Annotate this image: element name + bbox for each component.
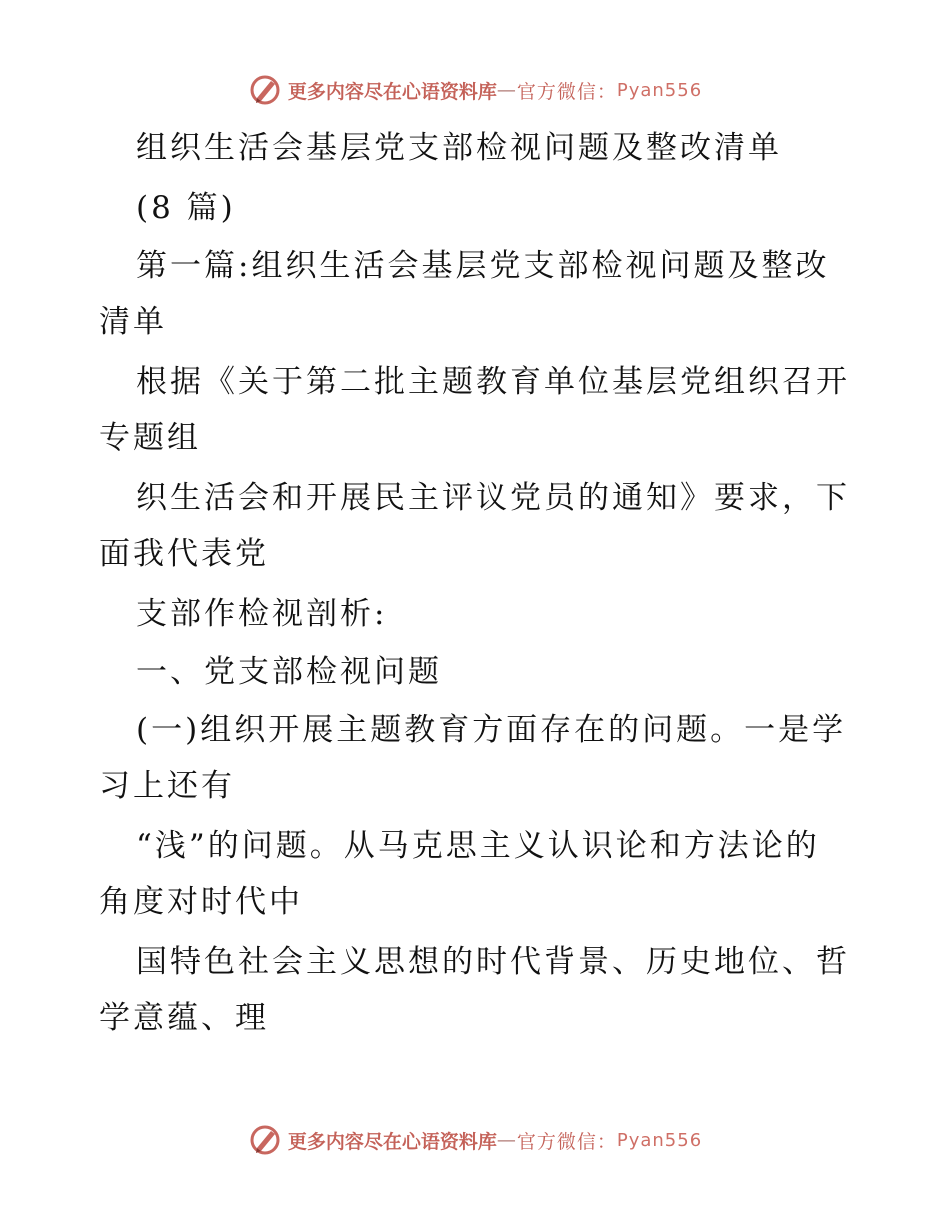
paragraph-line: 角度对时代中: [99, 884, 303, 920]
pen-circle-logo-icon: [248, 1123, 282, 1157]
paragraph-line: 专题组: [99, 420, 201, 456]
pen-circle-logo-icon: [248, 73, 282, 107]
paragraph-line: 织生活会和开展民主评议党员的通知》要求，下: [136, 480, 850, 516]
watermark-account: Pyan556: [616, 79, 703, 101]
section-heading-continued: 清单: [99, 304, 167, 340]
subsection-heading: 一、党支部检视问题: [136, 654, 442, 690]
paragraph-line: 习上还有: [99, 768, 235, 804]
paragraph-line: (一)组织开展主题教育方面存在的问题。一是学: [136, 712, 847, 748]
document-subtitle: (8 篇): [136, 190, 236, 226]
document-title: 组织生活会基层党支部检视问题及整改清单: [136, 130, 782, 166]
watermark-brand: 更多内容尽在心语资料库: [287, 80, 497, 103]
watermark-official: 官方微信：: [516, 1130, 617, 1153]
header-watermark: [0, 70, 950, 110]
paragraph-line: 根据《关于第二批主题教育单位基层党组织召开: [136, 364, 850, 400]
paragraph-line: 学意蕴、理: [99, 1000, 269, 1036]
paragraph-line: 支部作检视剖析:: [136, 596, 388, 632]
paragraph-line: “浅”的问题。从马克思主义认识论和方法论的: [136, 828, 820, 864]
watermark-separator: —: [496, 79, 517, 101]
paragraph-line: 面我代表党: [99, 536, 269, 572]
watermark-account: Pyan556: [616, 1129, 703, 1151]
watermark-official: 官方微信：: [516, 80, 617, 103]
watermark-brand: 更多内容尽在心语资料库: [287, 1130, 497, 1153]
paragraph-line: 国特色社会主义思想的时代背景、历史地位、哲: [136, 944, 850, 980]
watermark-separator: —: [496, 1129, 517, 1151]
footer-watermark: [0, 1120, 950, 1160]
section-heading: 第一篇:组织生活会基层党支部检视问题及整改: [136, 248, 830, 284]
